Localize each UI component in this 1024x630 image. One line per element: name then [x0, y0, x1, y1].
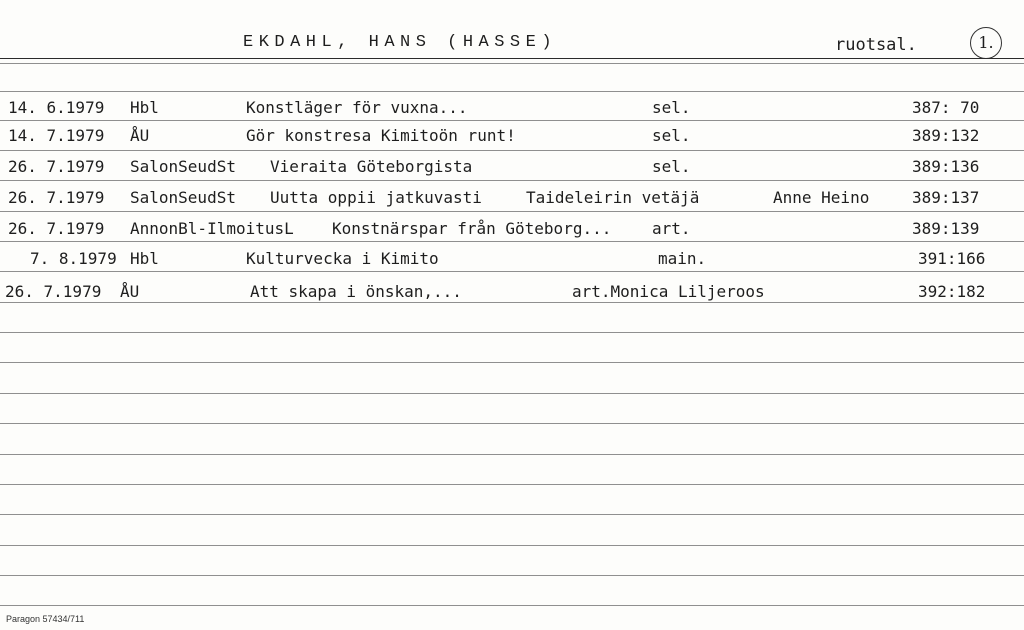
- ruled-line: [0, 393, 1024, 394]
- entry-title: Vieraita Göteborgista: [270, 157, 473, 176]
- entry-source: SalonSeudSt: [130, 188, 236, 207]
- entry-type: sel.: [652, 98, 691, 117]
- ruled-line: [0, 454, 1024, 455]
- entry-type: sel.: [652, 126, 691, 145]
- entry-date: 26. 7.1979: [8, 157, 105, 176]
- ruled-line: [0, 575, 1024, 576]
- entry-date: 14. 7.1979: [8, 126, 105, 145]
- entry-type: sel.: [652, 157, 691, 176]
- entry-row: [0, 154, 1024, 180]
- entry-ref: 389:136: [912, 157, 980, 176]
- card-print-mark: Paragon 57434/711: [6, 614, 85, 624]
- header-rule-thin: [0, 63, 1024, 64]
- entry-row: [0, 279, 1024, 305]
- card-number-circle: 1.: [970, 27, 1002, 59]
- entry-date: 14. 6.1979: [8, 98, 105, 117]
- entry-source: ÅU: [130, 126, 150, 145]
- entry-ref: 389:139: [912, 219, 980, 238]
- entry-row: [0, 216, 1024, 242]
- entry-title: Gör konstresa Kimitoön runt!: [246, 126, 516, 145]
- entry-ref: 389:137: [912, 188, 980, 207]
- entry-type: art.Monica Liljeroos: [572, 282, 765, 301]
- entry-type: main.: [658, 249, 707, 268]
- ruled-line: [0, 150, 1024, 151]
- ruled-line: [0, 91, 1024, 92]
- entry-source: Hbl: [130, 98, 159, 117]
- entry-title: Kulturvecka i Kimito: [246, 249, 439, 268]
- entry-title: Konstläger för vuxna...: [246, 98, 468, 117]
- ruled-line: [0, 514, 1024, 515]
- entry-source: Hbl: [130, 249, 159, 268]
- entry-ref: 387: 70: [912, 98, 980, 117]
- ruled-line: [0, 484, 1024, 485]
- ruled-line: [0, 180, 1024, 181]
- ruled-line: [0, 211, 1024, 212]
- entry-author: Anne Heino: [773, 188, 870, 207]
- entry-date: 26. 7.1979: [8, 188, 105, 207]
- entry-date: 26. 7.1979: [5, 282, 102, 301]
- entry-row: [0, 95, 1024, 121]
- entry-row: [0, 123, 1024, 149]
- entry-row: [0, 246, 1024, 272]
- entry-title: Konstnärspar från Göteborg...: [332, 219, 612, 238]
- ruled-line: [0, 605, 1024, 606]
- entry-type: art.: [652, 219, 691, 238]
- card-header-name: EKDAHL, HANS (HASSE): [243, 33, 558, 52]
- entry-ref: 392:182: [918, 282, 986, 301]
- ruled-line: [0, 362, 1024, 363]
- entry-source: AnnonBl-IlmoitusL: [130, 219, 294, 238]
- entry-title: Uutta oppii jatkuvasti: [270, 188, 482, 207]
- card-header-language: ruotsal.: [835, 35, 917, 55]
- entry-date: 26. 7.1979: [8, 219, 105, 238]
- header-rule: [0, 58, 1024, 59]
- entry-type: Taideleirin vetäjä: [526, 188, 700, 207]
- entry-source: SalonSeudSt: [130, 157, 236, 176]
- entry-title: Att skapa i önskan,...: [250, 282, 462, 301]
- entry-row: [0, 185, 1024, 211]
- entry-source: ÅU: [120, 282, 140, 301]
- ruled-line: [0, 423, 1024, 424]
- ruled-line: [0, 332, 1024, 333]
- entry-date: 7. 8.1979: [30, 249, 117, 268]
- entry-ref: 389:132: [912, 126, 980, 145]
- entry-ref: 391:166: [918, 249, 986, 268]
- ruled-line: [0, 545, 1024, 546]
